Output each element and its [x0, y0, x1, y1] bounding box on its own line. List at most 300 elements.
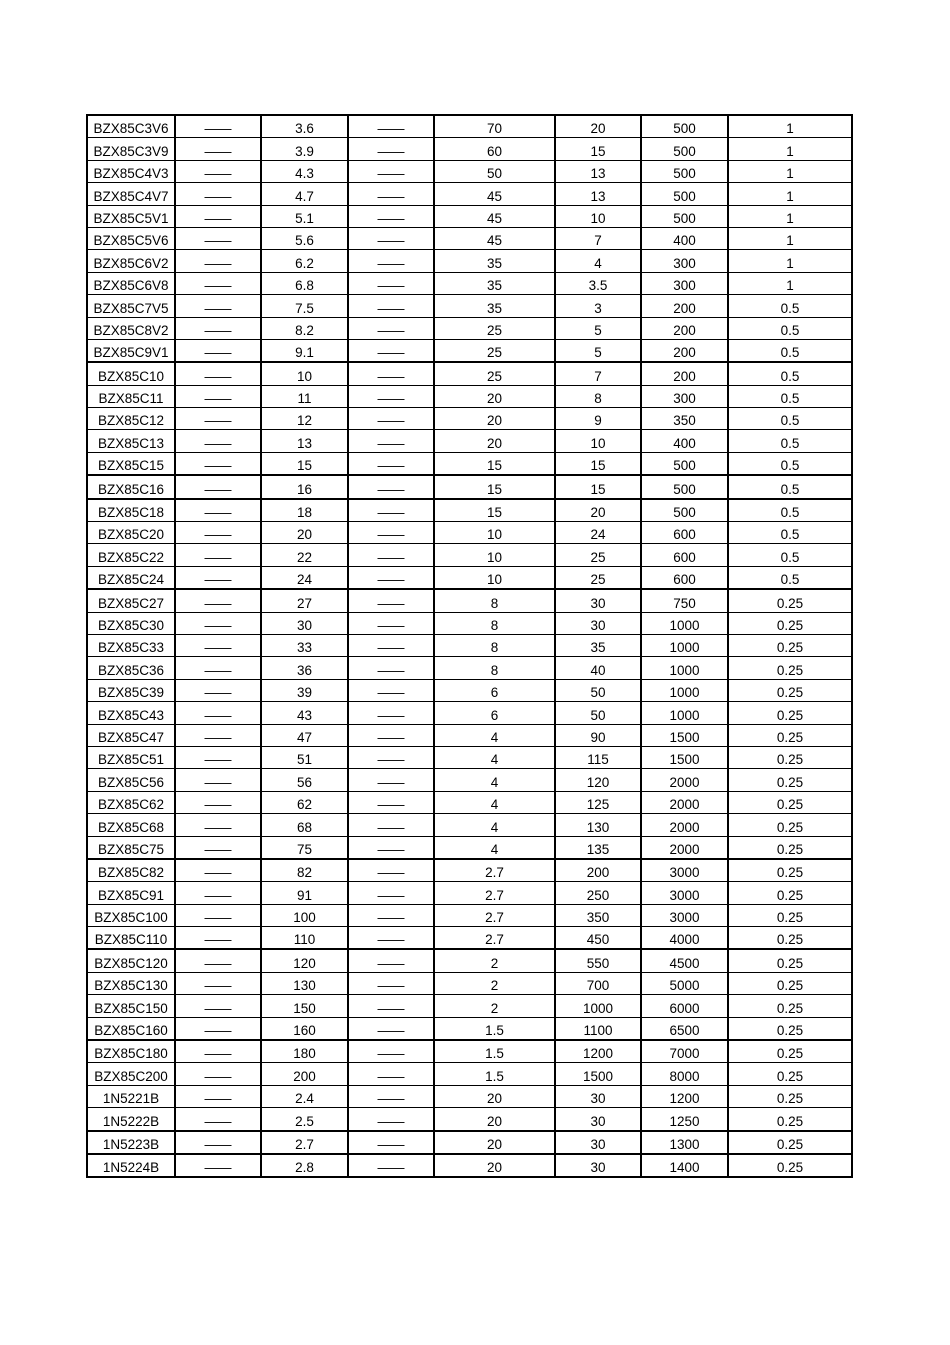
table-cell: 2.7: [434, 927, 555, 950]
table-cell: 75: [261, 836, 348, 859]
table-row: [87, 317, 852, 339]
table-row: [87, 385, 852, 407]
table-cell: 35: [434, 250, 555, 272]
table-cell: ——: [348, 339, 434, 362]
table-cell: 30: [261, 612, 348, 634]
table-cell: 0.25: [728, 904, 852, 926]
table-cell: ——: [175, 408, 261, 430]
table-cell: 20: [434, 385, 555, 407]
table-cell: 5: [555, 317, 641, 339]
table-cell: 115: [555, 746, 641, 768]
table-cell: 8: [555, 385, 641, 407]
table-row: [87, 499, 852, 522]
table-cell: 15: [261, 452, 348, 475]
table-cell: 6: [434, 679, 555, 701]
table-cell: ——: [348, 362, 434, 385]
table-cell: ——: [175, 1108, 261, 1131]
table-cell: ——: [348, 949, 434, 972]
table-row: [87, 836, 852, 859]
part-number-cell: 1N5223B: [87, 1131, 175, 1154]
part-number-cell: 1N5222B: [87, 1108, 175, 1131]
table-cell: 0.5: [728, 362, 852, 385]
table-row: [87, 589, 852, 612]
part-number-cell: BZX85C8V2: [87, 317, 175, 339]
part-number-cell: BZX85C75: [87, 836, 175, 859]
table-cell: ——: [348, 183, 434, 205]
table-cell: 39: [261, 679, 348, 701]
table-row: [87, 972, 852, 994]
table-cell: 8000: [641, 1063, 728, 1085]
table-cell: 1000: [641, 679, 728, 701]
table-row: [87, 183, 852, 205]
part-number-cell: BZX85C100: [87, 904, 175, 926]
table-cell: 2000: [641, 769, 728, 791]
table-row: [87, 859, 852, 882]
table-cell: 20: [261, 522, 348, 544]
table-row: [87, 949, 852, 972]
part-number-cell: BZX85C5V6: [87, 227, 175, 249]
table-cell: 2000: [641, 814, 728, 836]
part-number-cell: BZX85C22: [87, 544, 175, 566]
table-row: [87, 1040, 852, 1063]
table-cell: 16: [261, 475, 348, 498]
table-cell: 4: [434, 836, 555, 859]
table-cell: 45: [434, 227, 555, 249]
table-cell: 4: [434, 746, 555, 768]
table-cell: ——: [175, 836, 261, 859]
table-cell: 3.9: [261, 138, 348, 160]
table-cell: 1: [728, 272, 852, 294]
table-cell: 1: [728, 138, 852, 160]
table-row: [87, 1063, 852, 1085]
table-cell: ——: [175, 522, 261, 544]
table-row: [87, 746, 852, 768]
table-cell: 0.25: [728, 612, 852, 634]
table-cell: ——: [348, 1017, 434, 1040]
part-number-cell: BZX85C10: [87, 362, 175, 385]
part-number-cell: BZX85C39: [87, 679, 175, 701]
table-cell: 3000: [641, 859, 728, 882]
table-cell: ——: [175, 160, 261, 182]
table-cell: 500: [641, 183, 728, 205]
table-cell: 1.5: [434, 1063, 555, 1085]
table-cell: 43: [261, 702, 348, 724]
table-row: [87, 452, 852, 475]
table-cell: ——: [348, 1154, 434, 1177]
table-cell: 160: [261, 1017, 348, 1040]
part-number-cell: BZX85C47: [87, 724, 175, 746]
table-cell: ——: [175, 1085, 261, 1107]
table-cell: ——: [175, 205, 261, 227]
table-cell: 0.25: [728, 1108, 852, 1131]
table-row: [87, 408, 852, 430]
table-cell: 51: [261, 746, 348, 768]
table-cell: 8: [434, 634, 555, 656]
table-cell: 30: [555, 1108, 641, 1131]
table-cell: ——: [175, 904, 261, 926]
table-cell: 4000: [641, 927, 728, 950]
zener-diode-spec-table: [86, 114, 853, 1178]
part-number-cell: BZX85C9V1: [87, 339, 175, 362]
table-cell: 1400: [641, 1154, 728, 1177]
table-row: [87, 339, 852, 362]
part-number-cell: BZX85C110: [87, 927, 175, 950]
table-cell: ——: [175, 227, 261, 249]
table-row: [87, 995, 852, 1017]
table-cell: 0.5: [728, 452, 852, 475]
table-cell: 1.5: [434, 1040, 555, 1063]
table-row: [87, 250, 852, 272]
table-cell: 2000: [641, 836, 728, 859]
table-cell: ——: [348, 904, 434, 926]
table-cell: 25: [555, 544, 641, 566]
part-number-cell: 1N5224B: [87, 1154, 175, 1177]
table-cell: ——: [348, 1085, 434, 1107]
table-cell: ——: [175, 339, 261, 362]
table-cell: ——: [348, 657, 434, 679]
part-number-cell: BZX85C13: [87, 430, 175, 452]
table-cell: 0.25: [728, 769, 852, 791]
part-number-cell: 1N5221B: [87, 1085, 175, 1107]
table-row: [87, 430, 852, 452]
table-cell: 4500: [641, 949, 728, 972]
table-cell: 1: [728, 183, 852, 205]
table-cell: ——: [175, 995, 261, 1017]
table-cell: 300: [641, 250, 728, 272]
table-cell: ——: [175, 769, 261, 791]
table-cell: ——: [175, 317, 261, 339]
table-cell: 200: [641, 339, 728, 362]
table-cell: 35: [434, 272, 555, 294]
table-cell: 700: [555, 972, 641, 994]
table-cell: 11: [261, 385, 348, 407]
table-cell: 500: [641, 115, 728, 138]
table-cell: ——: [175, 702, 261, 724]
table-cell: ——: [348, 160, 434, 182]
table-row: [87, 1108, 852, 1131]
table-cell: 0.5: [728, 544, 852, 566]
table-cell: 120: [555, 769, 641, 791]
table-cell: 400: [641, 227, 728, 249]
table-cell: 5.1: [261, 205, 348, 227]
table-cell: ——: [175, 1063, 261, 1085]
table-row: [87, 882, 852, 904]
table-cell: ——: [175, 724, 261, 746]
table-cell: 20: [434, 1154, 555, 1177]
table-cell: 7000: [641, 1040, 728, 1063]
table-cell: 8: [434, 612, 555, 634]
table-cell: 30: [555, 1154, 641, 1177]
table-cell: 125: [555, 791, 641, 813]
table-cell: 3.5: [555, 272, 641, 294]
table-row: [87, 1085, 852, 1107]
part-number-cell: BZX85C24: [87, 566, 175, 589]
part-number-cell: BZX85C200: [87, 1063, 175, 1085]
table-cell: ——: [348, 1108, 434, 1131]
table-cell: ——: [348, 385, 434, 407]
table-cell: 0.25: [728, 657, 852, 679]
table-cell: ——: [348, 475, 434, 498]
table-cell: 0.25: [728, 679, 852, 701]
table-cell: 33: [261, 634, 348, 656]
table-cell: 20: [434, 1108, 555, 1131]
table-cell: 10: [261, 362, 348, 385]
table-cell: 200: [555, 859, 641, 882]
table-cell: 20: [555, 115, 641, 138]
table-cell: 22: [261, 544, 348, 566]
table-cell: 0.25: [728, 791, 852, 813]
table-cell: 0.5: [728, 499, 852, 522]
table-cell: 0.25: [728, 972, 852, 994]
table-cell: 500: [641, 205, 728, 227]
table-cell: 300: [641, 272, 728, 294]
table-cell: 1500: [641, 746, 728, 768]
part-number-cell: BZX85C27: [87, 589, 175, 612]
table-cell: 1000: [641, 612, 728, 634]
table-cell: ——: [175, 589, 261, 612]
table-cell: ——: [175, 430, 261, 452]
table-cell: 0.5: [728, 475, 852, 498]
table-cell: ——: [348, 272, 434, 294]
table-cell: 30: [555, 612, 641, 634]
table-row: [87, 612, 852, 634]
table-cell: 15: [434, 475, 555, 498]
table-cell: 1200: [641, 1085, 728, 1107]
table-cell: 0.25: [728, 836, 852, 859]
table-cell: 10: [555, 205, 641, 227]
table-cell: 500: [641, 499, 728, 522]
table-cell: 450: [555, 927, 641, 950]
part-number-cell: BZX85C11: [87, 385, 175, 407]
table-cell: 500: [641, 160, 728, 182]
table-cell: ——: [175, 183, 261, 205]
table-cell: 550: [555, 949, 641, 972]
table-cell: 50: [434, 160, 555, 182]
table-cell: ——: [348, 814, 434, 836]
table-cell: ——: [175, 385, 261, 407]
table-cell: 47: [261, 724, 348, 746]
table-cell: 24: [261, 566, 348, 589]
table-row: [87, 1154, 852, 1177]
table-cell: ——: [348, 995, 434, 1017]
table-cell: 15: [555, 475, 641, 498]
part-number-cell: BZX85C20: [87, 522, 175, 544]
table-cell: 13: [261, 430, 348, 452]
table-cell: 1: [728, 205, 852, 227]
table-cell: 0.25: [728, 927, 852, 950]
table-cell: 62: [261, 791, 348, 813]
table-cell: 1: [728, 250, 852, 272]
table-cell: 1200: [555, 1040, 641, 1063]
table-cell: 27: [261, 589, 348, 612]
table-cell: 0.5: [728, 430, 852, 452]
part-number-cell: BZX85C180: [87, 1040, 175, 1063]
table-cell: 600: [641, 566, 728, 589]
table-cell: 0.25: [728, 859, 852, 882]
table-cell: ——: [175, 679, 261, 701]
table-cell: 0.25: [728, 1131, 852, 1154]
table-cell: 2: [434, 972, 555, 994]
table-cell: 10: [555, 430, 641, 452]
table-cell: ——: [175, 115, 261, 138]
table-cell: ——: [175, 972, 261, 994]
table-cell: 4: [555, 250, 641, 272]
table-cell: 2: [434, 949, 555, 972]
table-cell: ——: [348, 634, 434, 656]
table-cell: ——: [175, 791, 261, 813]
table-cell: 1: [728, 227, 852, 249]
table-cell: 2.5: [261, 1108, 348, 1131]
table-cell: 350: [641, 408, 728, 430]
table-row: [87, 1131, 852, 1154]
table-row: [87, 904, 852, 926]
table-cell: 15: [555, 452, 641, 475]
table-cell: ——: [348, 927, 434, 950]
table-cell: 15: [434, 499, 555, 522]
table-row: [87, 272, 852, 294]
table-cell: ——: [175, 295, 261, 317]
table-cell: 15: [555, 138, 641, 160]
table-cell: 0.5: [728, 385, 852, 407]
table-cell: 1: [728, 160, 852, 182]
table-cell: 2.7: [434, 882, 555, 904]
table-cell: 0.25: [728, 814, 852, 836]
part-number-cell: BZX85C4V3: [87, 160, 175, 182]
table-cell: ——: [348, 138, 434, 160]
table-cell: ——: [348, 115, 434, 138]
table-cell: 9.1: [261, 339, 348, 362]
table-cell: 7: [555, 227, 641, 249]
table-cell: 0.25: [728, 746, 852, 768]
table-row: [87, 724, 852, 746]
table-cell: 5000: [641, 972, 728, 994]
table-row: [87, 679, 852, 701]
table-cell: ——: [175, 1017, 261, 1040]
table-row: [87, 927, 852, 950]
table-cell: 1000: [555, 995, 641, 1017]
table-cell: ——: [348, 612, 434, 634]
table-cell: 400: [641, 430, 728, 452]
table-cell: 36: [261, 657, 348, 679]
part-number-cell: BZX85C150: [87, 995, 175, 1017]
table-cell: 25: [434, 317, 555, 339]
table-cell: 0.25: [728, 1063, 852, 1085]
table-cell: 30: [555, 589, 641, 612]
table-cell: 4.3: [261, 160, 348, 182]
table-cell: 1300: [641, 1131, 728, 1154]
table-cell: 4: [434, 724, 555, 746]
part-number-cell: BZX85C160: [87, 1017, 175, 1040]
table-cell: 6000: [641, 995, 728, 1017]
table-cell: 130: [261, 972, 348, 994]
table-cell: ——: [348, 430, 434, 452]
table-cell: ——: [348, 859, 434, 882]
table-cell: 1.5: [434, 1017, 555, 1040]
table-cell: ——: [348, 1040, 434, 1063]
table-cell: 6.8: [261, 272, 348, 294]
table-cell: ——: [348, 522, 434, 544]
table-cell: 20: [434, 408, 555, 430]
table-cell: ——: [175, 452, 261, 475]
table-cell: 250: [555, 882, 641, 904]
table-row: [87, 769, 852, 791]
table-cell: ——: [348, 452, 434, 475]
table-cell: 0.5: [728, 566, 852, 589]
table-cell: 0.25: [728, 995, 852, 1017]
table-cell: 2000: [641, 791, 728, 813]
part-number-cell: BZX85C91: [87, 882, 175, 904]
table-row: [87, 657, 852, 679]
part-number-cell: BZX85C3V9: [87, 138, 175, 160]
table-cell: ——: [348, 499, 434, 522]
table-cell: ——: [175, 250, 261, 272]
table-cell: 500: [641, 475, 728, 498]
table-cell: 10: [434, 544, 555, 566]
table-cell: ——: [175, 475, 261, 498]
table-cell: 20: [434, 1131, 555, 1154]
table-cell: 60: [434, 138, 555, 160]
table-cell: 50: [555, 702, 641, 724]
table-cell: 18: [261, 499, 348, 522]
table-cell: 180: [261, 1040, 348, 1063]
table-cell: 110: [261, 927, 348, 950]
table-cell: ——: [175, 138, 261, 160]
table-cell: ——: [348, 746, 434, 768]
table-cell: 0.25: [728, 589, 852, 612]
table-cell: 200: [641, 362, 728, 385]
table-cell: ——: [175, 272, 261, 294]
table-cell: 130: [555, 814, 641, 836]
table-cell: 6.2: [261, 250, 348, 272]
table-cell: 3.6: [261, 115, 348, 138]
table-cell: 2.4: [261, 1085, 348, 1107]
table-cell: 7: [555, 362, 641, 385]
part-number-cell: BZX85C62: [87, 791, 175, 813]
table-cell: 9: [555, 408, 641, 430]
table-cell: 1250: [641, 1108, 728, 1131]
table-body: [87, 115, 852, 1177]
table-cell: 13: [555, 183, 641, 205]
table-cell: ——: [175, 657, 261, 679]
table-cell: 25: [434, 362, 555, 385]
table-row: [87, 566, 852, 589]
table-cell: 2: [434, 995, 555, 1017]
table-cell: ——: [348, 227, 434, 249]
part-number-cell: BZX85C4V7: [87, 183, 175, 205]
table-cell: 56: [261, 769, 348, 791]
table-cell: ——: [175, 882, 261, 904]
part-number-cell: BZX85C51: [87, 746, 175, 768]
table-cell: 25: [434, 339, 555, 362]
part-number-cell: BZX85C6V8: [87, 272, 175, 294]
table-cell: 40: [555, 657, 641, 679]
part-number-cell: BZX85C120: [87, 949, 175, 972]
table-cell: 5.6: [261, 227, 348, 249]
part-number-cell: BZX85C130: [87, 972, 175, 994]
table-cell: 45: [434, 183, 555, 205]
table-cell: 5: [555, 339, 641, 362]
table-cell: 90: [555, 724, 641, 746]
table-cell: 500: [641, 138, 728, 160]
table-row: [87, 814, 852, 836]
table-cell: 30: [555, 1131, 641, 1154]
table-cell: 8: [434, 589, 555, 612]
table-cell: ——: [348, 566, 434, 589]
part-number-cell: BZX85C16: [87, 475, 175, 498]
table-cell: 4.7: [261, 183, 348, 205]
table-cell: 45: [434, 205, 555, 227]
table-cell: 82: [261, 859, 348, 882]
